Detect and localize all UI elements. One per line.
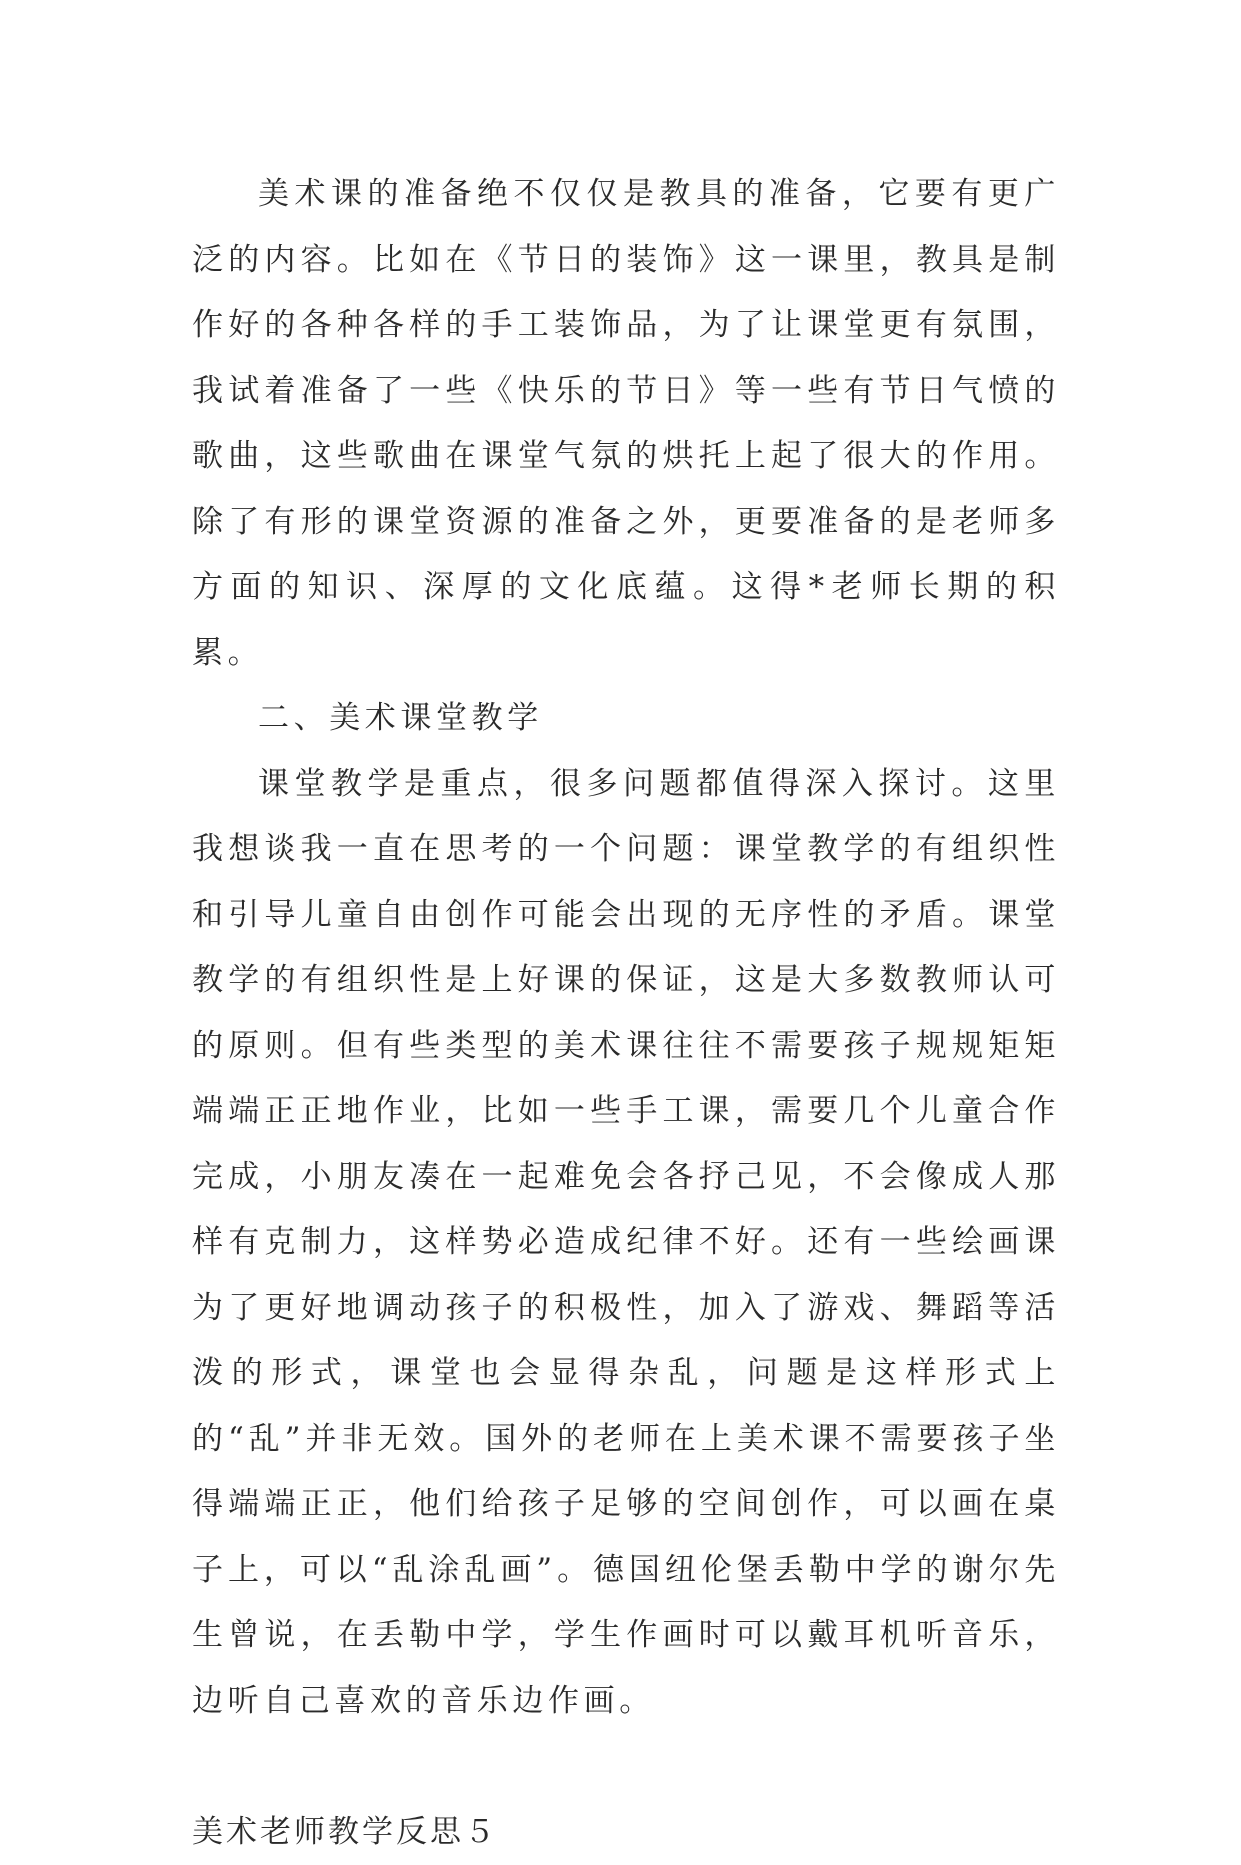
paragraph-classroom-teaching: 课堂教学是重点，很多问题都值得深入探讨。这里我想谈我一直在思考的一个问题：课堂教学的有组织性和引导儿童自由创作可能会出现的无序性的矛盾。课堂教学的有组织性是上好课的保证，这是大多数教师认可的原则。但有些类型的美术课往往不需要孩子规规矩矩端端正正地作业，比如一些手工课，需要几个儿童合作完成，小朋友凑在一起难免会各抒己见，不会像成人那样有克制力，这样势必造成纪律不好。还有一些绘画课为了更好地调动孩子的积极性，加入了游戏、舞蹈等活泼的形式，课堂也会显得杂乱，问题是这样形式上的“乱”并非无效。国外的老师在上美术课不需要孩子坐得端端正正，他们给孩子足够的空间创作，可以画在桌子上，可以“乱涂乱画”。德国纽伦堡丢勒中学的谢尔先生曾说，在丢勒中学，学生作画时可以戴耳机听音乐，边听自己喜欢的音乐边作画。 (192, 752, 1060, 1735)
paragraph-preparation: 美术课的准备绝不仅仅是教具的准备，它要有更广泛的内容。比如在《节日的装饰》这一课里，教具是制作好的各种各样的手工装饰品，为了让课堂更有氛围，我试着准备了一些《快乐的节日》等一些有节日气愤的歌曲，这些歌曲在课堂气氛的烘托上起了很大的作用。除了有形的课堂资源的准备之外，更要准备的是老师多方面的知识、深厚的文化底蕴。这得*老师长期的积累。 (192, 162, 1060, 686)
blank-line (192, 1734, 1060, 1800)
section-heading-classroom-teaching: 二、美术课堂教学 (192, 686, 1060, 752)
document-body (192, 162, 1060, 1865)
next-article-heading: 美术老师教学反思５ (192, 1800, 1060, 1865)
